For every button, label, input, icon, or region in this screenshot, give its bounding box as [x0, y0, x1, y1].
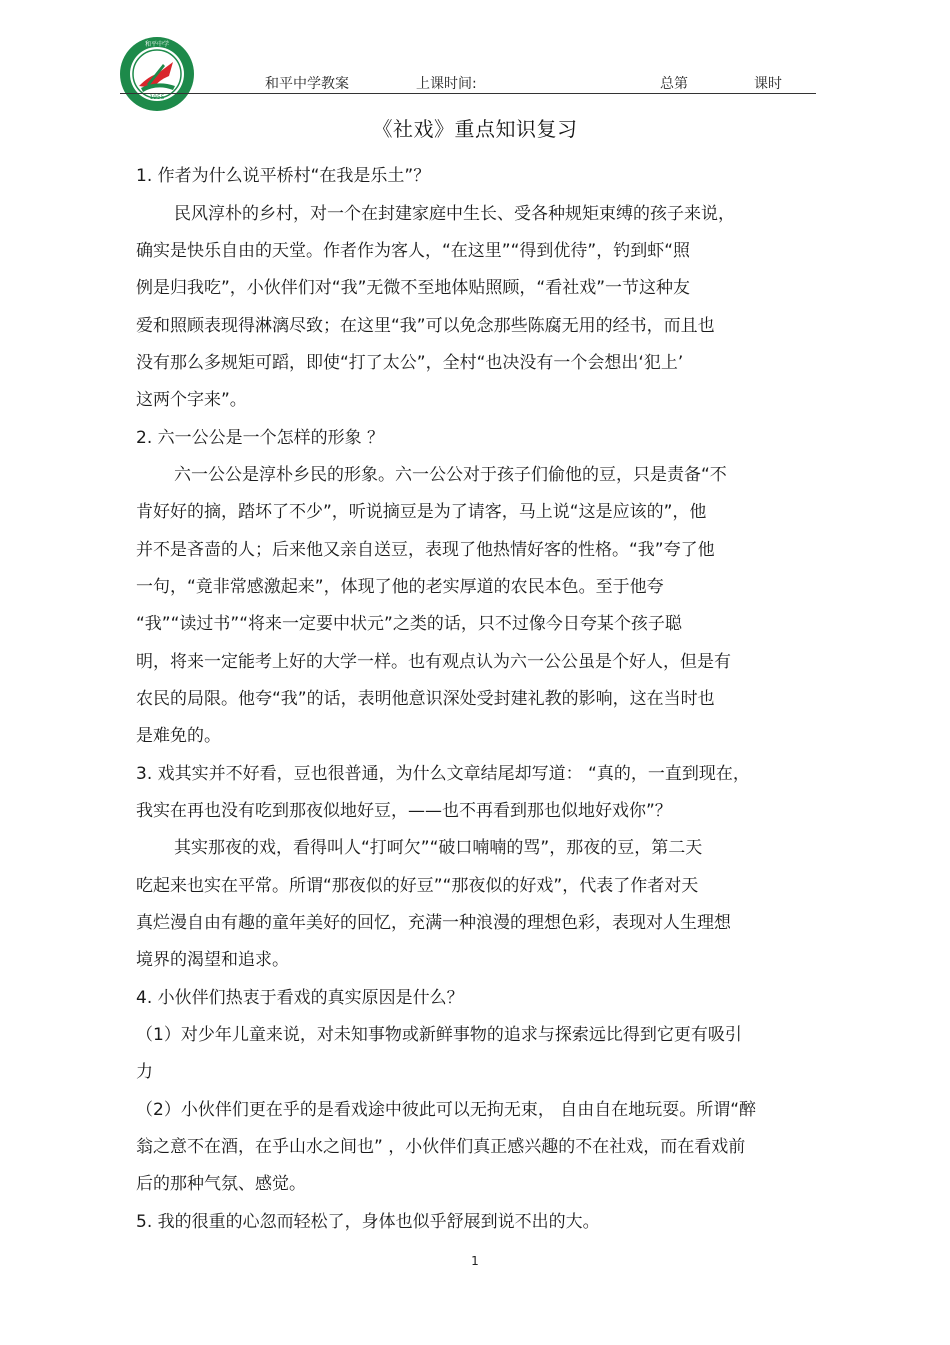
answer-line: 爱和照顾表现得淋漓尽致；在这里“我”可以免念那些陈腐无用的经书，而且也 [136, 316, 715, 336]
header-total: 总第 [660, 76, 688, 92]
page-title: 《社戏》重点知识复习 [372, 117, 578, 141]
answer-line: （1）对少年儿童来说，对未知事物或新鲜事物的追求与探索远比得到它更有吸引 [136, 1025, 742, 1045]
header-period: 课时 [754, 76, 782, 92]
answer-line: 肯好好的摘，踏坏了不少”，听说摘豆是为了请客，马上说“这是应该的”，他 [136, 502, 707, 522]
answer-line: 后的那种气氛、感觉。 [136, 1174, 306, 1194]
answer-line: 其实那夜的戏，看得叫人“打呵欠”“破口喃喃的骂”，那夜的豆，第二天 [174, 838, 703, 858]
question-2: 2. 六一公公是一个怎样的形象 ？ [136, 428, 385, 448]
answer-line: 吃起来也实在平常。所谓“那夜似的好豆”“那夜似的好戏”，代表了作者对天 [136, 876, 699, 896]
logo-arc-text: 和平中学 [144, 41, 170, 48]
answer-line: 没有那么多规矩可蹈，即使“打了太公”，全村“也决没有一个会想出‘犯上’ [136, 353, 684, 373]
question-5: 5. 我的很重的心忽而轻松了，身体也似乎舒展到说不出的大。 [136, 1212, 600, 1232]
answer-line: 例是归我吃”，小伙伴们对“我”无微不至地体贴照顾，“看社戏”一节这种友 [136, 278, 691, 298]
answer-line: 真烂漫自由有趣的童年美好的回忆，充满一种浪漫的理想色彩，表现对人生理想 [136, 913, 731, 933]
answer-line: （2）小伙伴们更在乎的是看戏途中彼此可以无拘无束， 自由自在地玩耍。所谓“醉 [136, 1100, 757, 1120]
answer-line: 并不是吝啬的人；后来他又亲自送豆，表现了他热情好客的性格。“我”夸了他 [136, 540, 715, 560]
header-school: 和平中学教案 [265, 76, 349, 92]
answer-line: 农民的局限。他夸“我”的话，表明他意识深处受封建礼教的影响，这在当时也 [136, 689, 715, 709]
answer-line: 是难免的。 [136, 726, 221, 746]
answer-line: 民风淳朴的乡村，对一个在封建家庭中生长、受各种规矩束缚的孩子来说， [174, 204, 735, 224]
page-number: 1 [471, 1254, 479, 1268]
answer-line: 力 [136, 1062, 153, 1082]
answer-line: 翁之意不在酒，在乎山水之间也” ，小伙伴们真正感兴趣的不在社戏，而在看戏前 [136, 1137, 746, 1157]
answer-line: 境界的渴望和追求。 [136, 950, 289, 970]
header-class-time: 上课时间: [416, 76, 477, 92]
school-logo-icon [119, 36, 195, 112]
answer-line: 明，将来一定能考上好的大学一样。也有观点认为六一公公虽是个好人，但是有 [136, 652, 731, 672]
answer-line: 确实是快乐自由的天堂。作者作为客人，“在这里”“得到优待”，钓到虾“照 [136, 241, 691, 261]
answer-line: 六一公公是淳朴乡民的形象。六一公公对于孩子们偷他的豆，只是责备“不 [174, 465, 727, 485]
question-4: 4. 小伙伴们热衷于看戏的真实原因是什么？ [136, 988, 464, 1008]
logo-year: 1955 [149, 94, 165, 101]
header-divider [120, 93, 816, 94]
answer-line: 一句，“竟非常感激起来”，体现了他的老实厚道的农民本色。至于他夸 [136, 577, 664, 597]
answer-line: 这两个字来”。 [136, 390, 247, 410]
answer-line: “我”“读过书”“将来一定要中状元”之类的话，只不过像今日夸某个孩子聪 [136, 614, 682, 634]
question-3: 3. 戏其实并不好看，豆也很普通，为什么文章结尾却写道： “真的，一直到现在， [136, 764, 750, 784]
question-3-cont: 我实在再也没有吃到那夜似地好豆，——也不再看到那也似地好戏你”？ [136, 801, 672, 821]
question-1: 1. 作者为什么说平桥村“在我是乐土”？ [136, 166, 431, 186]
